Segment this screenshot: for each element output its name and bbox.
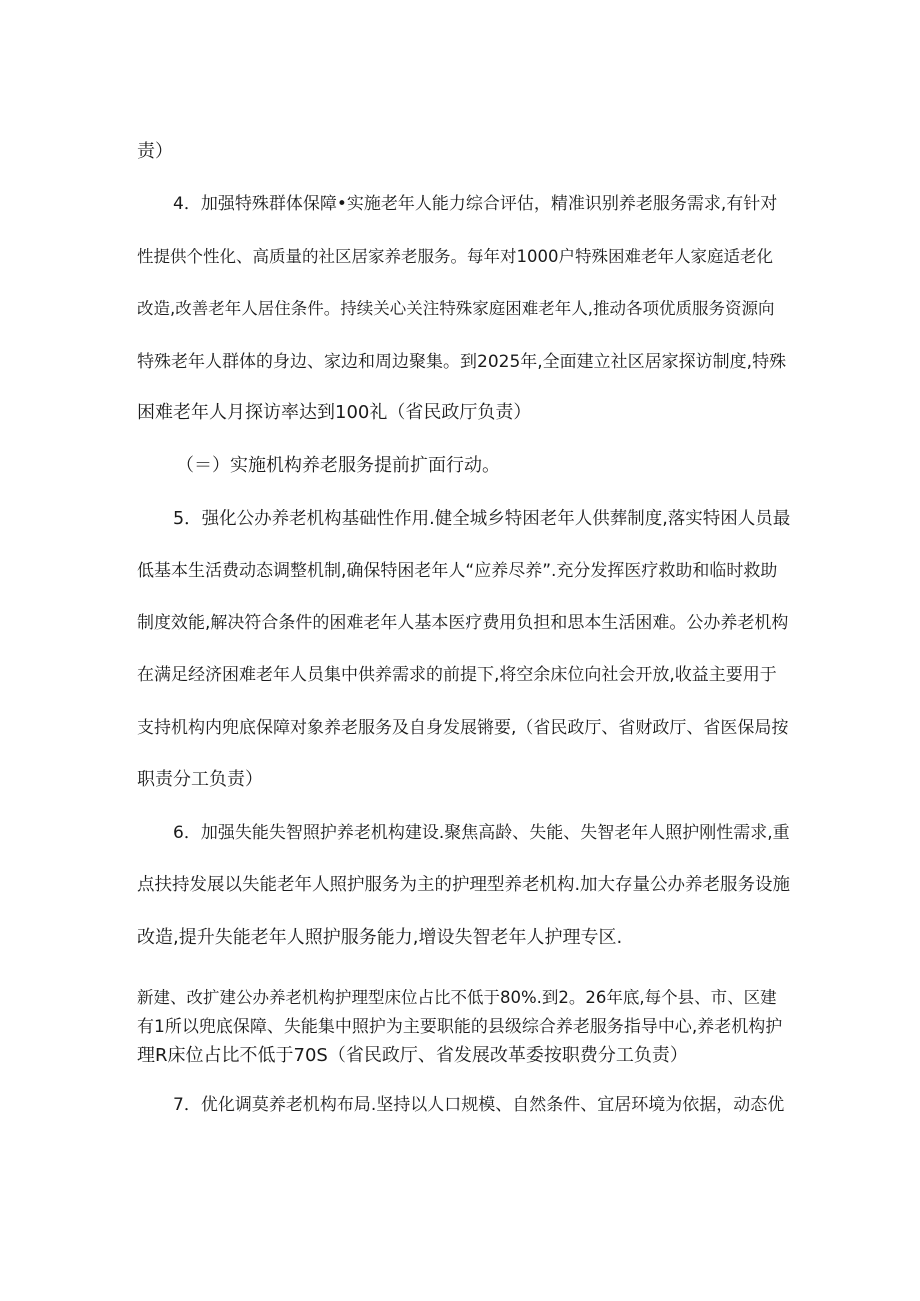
item-4-heading-line: 4．加强特殊群体保障•实施老年人能力综合评估，精准识别养老服务需求,有针对 [173, 194, 778, 214]
text-line-1: 责） [137, 141, 173, 162]
item-5-heading-line: 5．强化公办养老机构基础性作用.健全城乡特困老年人供葬制度,落实特困人员最 [173, 509, 791, 529]
text-line-11: 在满足经济困难老年人员集中供养需求的前提下,将空余床位向社会开放,收益主要用于 [137, 665, 777, 685]
text-line-5: 特殊老年人群体的身边、家边和周边聚集。到2025年,全面建立社区居家探访制度,特殊 [137, 352, 787, 372]
text-line-3: 性提供个性化、高质量的社区居家养老服务。每年对1000户特殊困难老年人家庭适老化 [137, 247, 773, 266]
text-line-6: 困难老年人月探访率达到100礼（省民政厅负责） [137, 402, 532, 423]
text-line-19: 理R床位占比不低于70S（省民政厅、省发展改革委按职费分工负责） [137, 1045, 688, 1066]
section-heading: （＝）实施机构养老服务提前扩面行动。 [176, 455, 500, 476]
text-line-4: 改造,改善老年人居住条件。持续关心关注特殊家庭困难老年人,推动各项优质服务资源向 [137, 299, 775, 318]
text-line-9: 低基本生活费动态调整机制,确保特困老年人“应养尽养”.充分发挥医疗救助和临时救助 [137, 561, 778, 581]
text-line-16: 改造,提升失能老年人照护服务能力,增设失智老年人护理专区. [137, 927, 623, 948]
item-7-heading-line: 7．优化调莫养老机构布局.坚持以人口规模、自然条件、宜居环境为依据，动态优 [173, 1095, 785, 1115]
text-line-12: 支持机构内兜底保障对象养老服务及自身发展锵要,（省民政厅、省财政厅、省医保局按 [137, 718, 789, 738]
text-line-10: 制度效能,解决符合条件的困难老年人基本医疗费用负担和思本生活困难。公办养老机构 [137, 613, 789, 633]
item-6-heading-line: 6．加强失能失智照护养老机构建设.聚焦高龄、失能、失智老年人照护刚性需求,重 [173, 823, 790, 843]
text-line-18: 有1所以兜底保障、失能集中照护为主要职能的县级综合养老服务指导中心,养老机构护 [137, 1017, 783, 1037]
text-line-13: 职责分工负责） [137, 769, 263, 790]
text-line-15: 点扶持发展以失能老年人照护服务为主的护理型养老机构.加大存量公办养老服务设施 [137, 875, 791, 895]
text-line-17: 新建、改扩建公办养老机构护理型床位占比不低于80%.到2。26年底,每个县、市、区建 [137, 988, 777, 1007]
